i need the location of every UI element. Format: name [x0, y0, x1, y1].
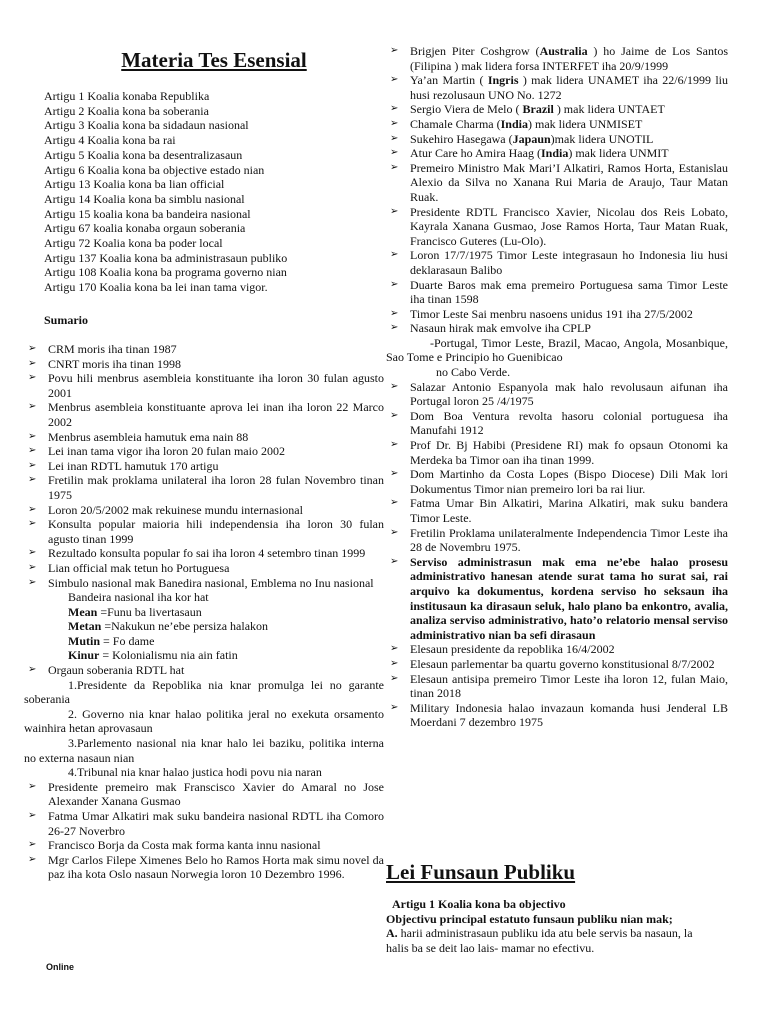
- list-item-text: Presidente premeiro mak Franscisco Xavier do Amaral no Jose Alexander Xanana Gusmao: [48, 779, 384, 809]
- sumario-heading: Sumario: [44, 313, 89, 327]
- flag-color-name: Kinur: [68, 648, 100, 663]
- country-name: India: [540, 146, 569, 161]
- list-item: [386, 657, 728, 672]
- list-item: [24, 561, 384, 576]
- list-item-text: Lei inan tama vigor iha loron 20 fulan maio 2002: [48, 444, 285, 459]
- list-item-text: [410, 117, 728, 132]
- cplp-countries: -Portugal, Timor Leste, Brazil, Macao, Angola, Mosanbique, Sao Tome e Principio ho Guenibicao: [386, 335, 728, 365]
- bullet-arrow-icon: ➢: [28, 445, 37, 457]
- list-item-text: Fretilin Proklama unilateralmente Independencia Timor Leste iha 28 de Novembru 1975.: [410, 525, 728, 555]
- list-item: [24, 663, 384, 678]
- list-item: [386, 496, 728, 525]
- list-item: [386, 321, 728, 336]
- list-item: [386, 161, 728, 205]
- list-item: [24, 400, 384, 429]
- section-title-lei-funsaun-publiku: Lei Funsaun Publiku: [386, 860, 576, 884]
- list-item: [24, 546, 384, 561]
- lei-artigu-heading: Artigu 1 Koalia kona ba objectivo: [392, 897, 566, 911]
- article-entry: Artigu 72 Koalia kona ba poder local: [44, 236, 223, 251]
- bullet-arrow-icon: ➢: [28, 401, 37, 413]
- bullet-arrow-icon: ➢: [390, 409, 399, 421]
- bullet-arrow-icon: ➢: [390, 657, 399, 669]
- list-item-text: Salazar Antonio Espanyola mak halo revolusaun aifunan iha Portugal loron 25 /4/1975: [410, 379, 728, 409]
- bullet-arrow-icon: ➢: [28, 853, 37, 865]
- bullet-arrow-icon: ➢: [390, 205, 399, 217]
- bullet-arrow-icon: ➢: [390, 468, 399, 480]
- list-item-text: Orgaun soberania RDTL hat: [48, 663, 185, 678]
- bullet-arrow-icon: ➢: [28, 372, 37, 384]
- list-item: [386, 642, 728, 657]
- document-title: Materia Tes Esensial: [121, 48, 307, 72]
- list-item-text: Dom Martinho da Costa Lopes (Bispo Diocese) Dili Mak lori Dokumentus Timor nian premeiro lori ba rai liur.: [410, 467, 728, 496]
- list-item: [24, 430, 384, 445]
- text-run: Chamale Charma (: [410, 116, 501, 131]
- list-item-text: Lian official mak tetun ho Portuguesa: [48, 560, 230, 575]
- flag-color-name: Mutin: [68, 633, 101, 648]
- list-item-text: CRM moris iha tinan 1987: [48, 342, 177, 356]
- bullet-arrow-icon: ➢: [28, 474, 37, 486]
- bandeira-intro: Bandeira nasional iha kor hat: [68, 590, 209, 605]
- list-item-text: Menbrus asembleia hamutuk ema nain 88: [48, 429, 249, 444]
- bullet-arrow-icon: ➢: [390, 45, 399, 56]
- list-item-text: Elesaun antisipa premeiro Timor Leste iha loron 12, fulan Maio, tinan 2018: [410, 671, 728, 701]
- list-item-text: CNRT moris iha tinan 1998: [48, 356, 182, 371]
- list-item: [386, 73, 728, 102]
- lei-paragraph-a: [386, 926, 716, 955]
- country-name: Japaun: [512, 131, 551, 146]
- list-item-text: Konsulta popular maioria hili independensia iha loron 30 fulan agusto tinan 1999: [48, 517, 384, 546]
- orgaun-point: 3.Parlemento nasional nia knar halo lei baziku, politika interna no externa nasaun nian: [24, 736, 384, 765]
- list-item-text: Loron 20/5/2002 mak rekuinese mundu internasional: [48, 502, 303, 517]
- sumario-list: [24, 342, 384, 882]
- bullet-arrow-icon: ➢: [28, 839, 37, 851]
- list-item-text: [410, 321, 728, 336]
- bullet-arrow-icon: ➢: [390, 672, 399, 684]
- list-item: [24, 517, 384, 546]
- list-item-text: [410, 146, 728, 161]
- list-item: [24, 473, 384, 502]
- bullet-arrow-icon: ➢: [390, 555, 399, 567]
- article-entry: Artigu 67 koalia konaba orgaun soberania: [44, 221, 246, 236]
- text-run: Nasaun hirak mak emvolve iha CPLP: [410, 321, 591, 336]
- article-entry: Artigu 13 Koalia kona ba lian official: [44, 177, 225, 192]
- list-item: [386, 102, 728, 117]
- flag-color-entry: [24, 648, 384, 663]
- list-item: [386, 672, 728, 701]
- article-entry: Artigu 4 Koalia kona ba rai: [44, 133, 176, 148]
- flag-color-entry: [24, 605, 384, 620]
- flag-color-name: Mean: [68, 604, 98, 619]
- article-entry: Artigu 14 Koalia kona ba simblu nasional: [44, 191, 245, 206]
- list-item-text: Lei inan RDTL hamutuk 170 artigu: [48, 458, 219, 473]
- flag-color-meaning: =Funu ba livertasaun: [97, 604, 202, 619]
- lei-section-body: [386, 897, 716, 955]
- flag-color-entry: [24, 619, 384, 634]
- bullet-arrow-icon: ➢: [28, 503, 37, 515]
- list-item-text: [410, 132, 728, 147]
- bullet-arrow-icon: ➢: [28, 459, 37, 471]
- facts-list: [386, 44, 728, 730]
- list-item: [386, 117, 728, 132]
- list-item: [386, 132, 728, 147]
- country-name: Ingris: [487, 73, 519, 88]
- text-run: Timor Leste Sai menbru nasoens unidus 191 iha 27/5/2002: [410, 306, 693, 321]
- list-item: [386, 307, 728, 322]
- list-item-text: [410, 73, 728, 102]
- bullet-arrow-icon: ➢: [28, 430, 37, 442]
- text-run: ) mak lidera UNTAET: [553, 102, 665, 117]
- text-run: ) mak lidera UNMISET: [528, 116, 643, 131]
- list-item: [386, 438, 728, 467]
- article-entry: Artigu 2 Koalia kona ba soberania: [44, 103, 209, 118]
- bullet-arrow-icon: ➢: [390, 161, 399, 173]
- flag-color-entry: [24, 634, 384, 649]
- text-run: ) mak lidera UNAMET iha 22/6/1999 liu husi rezolusaun UNO No. 1272: [410, 73, 728, 102]
- list-item-text: [410, 307, 728, 322]
- list-item-text: Prof Dr. Bj Habibi (Presidene RI) mak fo opsaun Otonomi ka Merdeka ba Timor oan iha tinan 1999.: [410, 438, 728, 467]
- bullet-arrow-icon: ➢: [390, 439, 399, 451]
- list-item-text: [410, 161, 728, 205]
- list-item: [24, 342, 384, 357]
- flag-color-meaning: = Fo dame: [100, 633, 155, 648]
- country-name: Australia: [539, 44, 588, 58]
- list-item-text: [410, 44, 728, 73]
- flag-color-name: Metan: [68, 619, 102, 634]
- list-item: [386, 380, 728, 409]
- article-entry: Artigu 6 Koalia kona ba objective estado nian: [44, 162, 265, 177]
- text-run: Duarte Baros mak ema premeiro Portuguesa sama Timor Leste iha tinan 1598: [410, 277, 728, 307]
- bullet-arrow-icon: ➢: [390, 103, 399, 115]
- list-item: [24, 459, 384, 474]
- list-item-text: Elesaun parlementar ba quartu governo konstitusional 8/7/2002: [410, 656, 715, 671]
- article-entry: Artigu 137 Koalia kona ba administrasaun publiko: [44, 250, 288, 265]
- list-item: [24, 371, 384, 400]
- list-item-text: Simbulo nasional mak Banedira nasional, Emblema no Inu nasional: [48, 575, 374, 590]
- list-item-text: Francisco Borja da Costa mak forma kanta innu nasional: [48, 838, 321, 853]
- bullet-arrow-icon: ➢: [390, 497, 399, 509]
- footer-label: Online: [46, 962, 75, 972]
- list-item-text: [410, 205, 728, 249]
- bullet-arrow-icon: ➢: [390, 278, 399, 290]
- bullet-arrow-icon: ➢: [390, 643, 399, 655]
- bullet-arrow-icon: ➢: [390, 526, 399, 538]
- list-item: [386, 526, 728, 555]
- list-item-text: Povu hili menbrus asembleia konstituante iha loron 30 fulan agusto 2001: [48, 371, 384, 400]
- list-item-text: Mgr Carlos Filepe Ximenes Belo ho Ramos Horta mak simu novel da paz iha kota Oslo nasaun Norwegia loron 10 Dezembro 1996.: [48, 852, 384, 882]
- list-item: [24, 809, 384, 838]
- list-item-text: Military Indonesia halao invazaun komanda husi Jenderal LB Moerdani 7 dezembro 1975: [410, 700, 728, 730]
- list-item: [24, 357, 384, 372]
- bullet-arrow-icon: ➢: [28, 561, 37, 573]
- text-run: Brigjen Piter Coshgrow (: [410, 44, 540, 58]
- list-item-text: [410, 248, 728, 277]
- list-item: [386, 467, 728, 496]
- cplp-countries-end: no Cabo Verde.: [436, 365, 511, 380]
- bullet-arrow-icon: ➢: [390, 701, 399, 713]
- text-run: Loron 17/7/1975 Timor Leste integrasaun ho Indonesia liu husi deklarasaun Balibo: [410, 248, 728, 277]
- list-item-text: Menbrus asembleia konstituante aprova lei inan iha loron 22 Marco 2002: [48, 400, 384, 429]
- list-item: [24, 853, 384, 882]
- article-entry: Artigu 3 Koalia kona ba sidadaun nasional: [44, 118, 249, 133]
- bullet-arrow-icon: ➢: [28, 343, 37, 354]
- bullet-arrow-icon: ➢: [390, 117, 399, 129]
- bullet-arrow-icon: ➢: [390, 322, 399, 334]
- text-run: Atur Care ho Amira Haag (: [410, 146, 541, 161]
- bullet-arrow-icon: ➢: [390, 307, 399, 319]
- bullet-arrow-icon: ➢: [390, 132, 399, 144]
- list-item: [24, 503, 384, 518]
- list-item: [386, 146, 728, 161]
- list-item: [24, 838, 384, 853]
- article-list: [44, 89, 384, 295]
- list-item: [24, 780, 384, 809]
- article-entry: Artigu 108 Koalia kona ba programa governo nian: [44, 265, 287, 280]
- list-item: [386, 205, 728, 249]
- lei-a-text: harii administrasaun publiku ida atu bele servis ba nasaun, la halis ba se deit lao lais- mamar no efectivu.: [386, 926, 693, 955]
- country-name: Brazil: [522, 102, 554, 117]
- lei-objectivu-heading: Objectivu principal estatuto funsaun publiku nian mak;: [386, 911, 673, 926]
- list-item: [24, 444, 384, 459]
- text-run: Presidente RDTL Francisco Xavier, Nicolau dos Reis Lobato, Kayrala Xanana Gusmao, Jose Ramos Horta, Taur Matan Ruak, Francisco Guteres (Lu-Olo).: [410, 204, 728, 248]
- list-item-text: Fretilin mak proklama unilateral iha loron 28 fulan Novembro tinan 1975: [48, 473, 384, 502]
- list-item-text: [410, 278, 728, 307]
- list-item: [386, 409, 728, 438]
- text-run: Sukehiro Hasegawa (: [410, 131, 513, 146]
- orgaun-point: 1.Presidente da Repoblika nia knar promulga lei no garante soberania: [24, 677, 384, 707]
- text-run: ) ho Jaime de Los Santos (Filipina ) mak lidera forsa INTERFET iha 20/9/1999: [410, 44, 728, 73]
- text-run: Premeiro Ministro Mak Mari’I Alkatiri, Ramos Horta, Estanislau Alexio da Silva no Xanana Rui Maria de Araujo, Taur Matan Ruak.: [410, 160, 728, 204]
- list-item: [386, 278, 728, 307]
- list-item: [386, 701, 728, 730]
- list-item-bold: [386, 555, 728, 643]
- list-item-text: Serviso administrasun mak ema ne’ebe halao prosesu administrativo hanesan atende surat tama ho surat sai, rai arquivo ka dokumentus, kordena serviso ho seksaun iha institusaun ka dirasaun seluk, halo plano ba enkontro, avalia, analiza serviso administrativo, hato’o relatorio mensal serviso administrativo nian ba sefi dirasaun: [410, 554, 728, 642]
- bullet-arrow-icon: ➢: [390, 380, 399, 392]
- text-run: Sergio Viera de Melo (: [410, 102, 523, 117]
- country-name: India: [500, 116, 528, 131]
- list-item: [24, 576, 384, 591]
- list-item: [386, 248, 728, 277]
- list-item-text: Fatma Umar Bin Alkatiri, Marina Alkatiri, mak suku bandera Timor Leste.: [410, 496, 728, 525]
- article-entry: Artigu 5 Koalia kona ba desentralizasaun: [44, 147, 243, 162]
- orgaun-point: 4.Tribunal nia knar halao justica hodi povu nia naran: [68, 765, 322, 780]
- bullet-arrow-icon: ➢: [390, 74, 399, 86]
- list-item: [386, 44, 728, 73]
- bullet-arrow-icon: ➢: [28, 576, 37, 588]
- list-item-text: Rezultado konsulta popular fo sai iha loron 4 setembro tinan 1999: [48, 546, 366, 561]
- orgaun-point: 2. Governo nia knar halao politika jeral no exekuta orsamento wainhira hetan aprovasaun: [24, 706, 384, 736]
- bullet-arrow-icon: ➢: [28, 810, 37, 821]
- flag-color-meaning: =Nakukun ne’ebe persiza halakon: [101, 619, 269, 634]
- bullet-arrow-icon: ➢: [390, 249, 399, 261]
- article-entry: Artigu 170 Koalia kona ba lei inan tama vigor.: [44, 280, 268, 295]
- list-item-text: Fatma Umar Alkatiri mak suku bandeira nasional RDTL iha Comoro 26-27 Noverbro: [48, 809, 384, 838]
- flag-color-meaning: = Kolonialismu nia ain fatin: [99, 648, 238, 663]
- bullet-arrow-icon: ➢: [28, 547, 37, 559]
- lei-a-label: A.: [386, 926, 398, 941]
- text-run: )mak lidera UNOTIL: [550, 131, 654, 146]
- text-run: ) mak lidera UNMIT: [568, 146, 669, 161]
- bullet-arrow-icon: ➢: [28, 518, 37, 530]
- list-item-text: Dom Boa Ventura revolta hasoru colonial portuguesa iha Manufahi 1912: [410, 408, 728, 438]
- list-item-text: [410, 102, 728, 117]
- bullet-arrow-icon: ➢: [28, 664, 37, 676]
- text-run: Ya’an Martin (: [410, 73, 488, 88]
- article-entry: Artigu 15 koalia kona ba bandeira nasional: [44, 206, 251, 221]
- article-entry: Artigu 1 Koalia konaba Republika: [44, 89, 210, 103]
- list-item-text: Elesaun presidente da repoblika 16/4/2002: [410, 642, 615, 657]
- bullet-arrow-icon: ➢: [28, 357, 37, 369]
- bullet-arrow-icon: ➢: [28, 780, 37, 792]
- bullet-arrow-icon: ➢: [390, 147, 399, 159]
